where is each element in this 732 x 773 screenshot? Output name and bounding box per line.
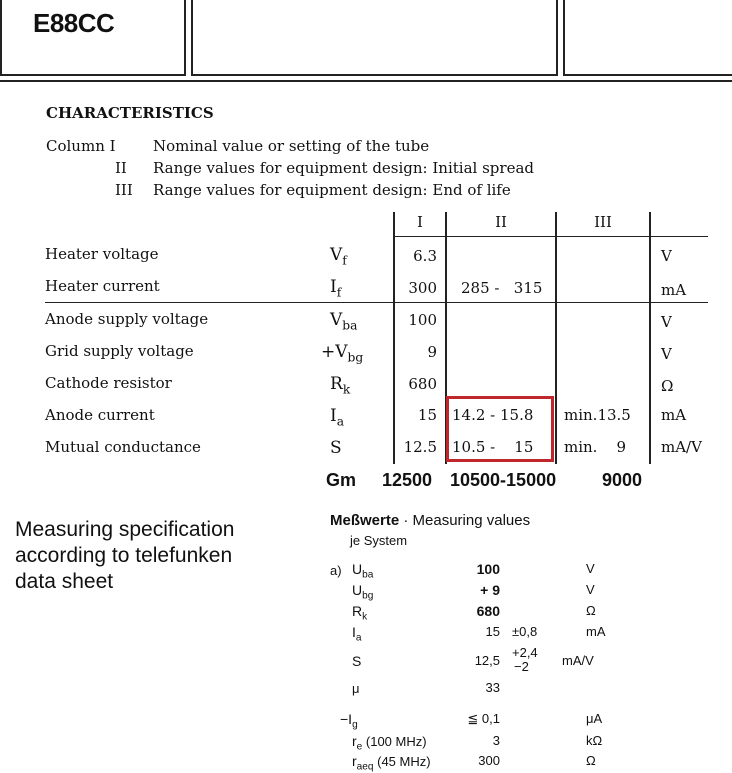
value-col-ii: 10.5 - 15 (452, 438, 534, 456)
unit: V (661, 345, 672, 363)
column-note-text: Nominal value or setting of the tube (153, 137, 430, 155)
mw-tolerance-down: −2 (514, 659, 529, 674)
mw-unit: V (586, 582, 595, 597)
value-col-i: 9 (427, 343, 437, 361)
unit: mA (661, 406, 687, 424)
mw-symbol: $r_e$ (100 MHz) (352, 733, 427, 753)
mw-value: 100 (476, 561, 500, 577)
characteristics-heading: CHARACTERISTICS (46, 104, 214, 122)
mw-value: 33 (485, 680, 500, 695)
param-symbol: $+V_{bg}$ (321, 342, 364, 365)
unit: mA/V (661, 438, 702, 456)
param-symbol: $I_a$ (330, 406, 345, 429)
mw-value: 15 (485, 624, 500, 639)
mw-unit: V (586, 561, 595, 576)
gm-label: Gm (326, 470, 357, 490)
messwerte-title (330, 512, 530, 529)
value-col-i: 15 (417, 406, 437, 424)
mw-symbol: $R_k$ (352, 603, 368, 623)
param-symbol: $I_f$ (330, 277, 342, 300)
gm-value-ii: 10500-15000 (450, 470, 557, 490)
gm-value-iii: 9000 (602, 470, 643, 490)
mw-symbol: $r_{aeq}$ (45 MHz) (352, 753, 431, 773)
column-note-text: Range values for equipment design: End of life (153, 181, 511, 199)
unit: mA (661, 281, 687, 299)
param-name: Heater current (45, 277, 160, 295)
param-symbol: $V_f$ (330, 245, 347, 268)
header-box-right (563, 0, 732, 76)
mw-symbol: μ (352, 681, 360, 696)
mw-symbol: $U_{ba}$ (352, 561, 374, 581)
value-col-i: 6.3 (413, 247, 437, 265)
mw-value: + 9 (480, 582, 500, 598)
param-symbol: $V_{ba}$ (330, 310, 358, 333)
mw-unit: μA (586, 711, 603, 726)
value-col-i: 12.5 (403, 438, 437, 456)
column-header-i: I (417, 213, 423, 231)
messwerte-section-label: a) (330, 563, 342, 578)
header-box-middle (191, 0, 558, 76)
mw-value: 680 (476, 603, 500, 619)
mw-symbol: $I_a$ (352, 624, 362, 644)
column-note-text: Range values for equipment design: Initial spread (153, 159, 534, 177)
param-name: Grid supply voltage (45, 342, 194, 360)
tube-type-title: E88CC (33, 8, 115, 38)
table-hline (393, 236, 708, 237)
mw-symbol: S (352, 653, 362, 669)
column-header-iii: III (594, 213, 612, 231)
mw-symbol: $-I_g$ (340, 711, 358, 731)
column-header-ii: II (495, 213, 507, 231)
note-line: according to telefunken (15, 544, 233, 567)
unit: Ω (661, 377, 674, 395)
mw-unit: Ω (586, 603, 596, 618)
table-hline (45, 302, 708, 303)
param-name: Mutual conductance (45, 438, 201, 456)
mw-unit: mA/V (562, 653, 594, 668)
mw-value: 12,5 (474, 653, 500, 668)
note-line: data sheet (15, 570, 114, 593)
mw-value: ≦ 0,1 (467, 711, 500, 726)
param-name: Anode supply voltage (45, 310, 209, 328)
mw-tolerance: ±0,8 (512, 624, 538, 639)
param-name: Cathode resistor (45, 374, 172, 392)
table-vline (649, 212, 651, 464)
value-col-i: 680 (408, 375, 437, 393)
mw-unit: mA (586, 624, 606, 639)
column-note-label: III (115, 181, 133, 199)
messwerte-subtitle: je System (350, 533, 408, 548)
param-name: Heater voltage (45, 245, 159, 263)
column-note-label: Column I (46, 137, 116, 155)
messwerte-title-en: Measuring values (412, 512, 531, 529)
mw-value: 300 (478, 753, 500, 768)
value-col-i: 100 (408, 311, 437, 329)
table-vline (555, 212, 557, 464)
messwerte-sep: · (403, 512, 409, 529)
header-bottom-rule (0, 80, 732, 82)
param-symbol: S (330, 438, 342, 458)
highlight-box (446, 396, 554, 462)
mw-symbol: $U_{bg}$ (352, 582, 374, 602)
unit: V (661, 313, 672, 331)
unit: V (661, 247, 672, 265)
note-line: Measuring specification (15, 518, 235, 541)
param-symbol: $R_k$ (330, 374, 351, 397)
mw-value: 3 (492, 733, 500, 748)
value-col-ii: 14.2 - 15.8 (452, 406, 534, 424)
messwerte-title-de: Meßwerte (330, 512, 400, 529)
column-note-label: II (115, 159, 127, 177)
param-name: Anode current (45, 406, 155, 424)
value-col-iii: min.13.5 (564, 406, 631, 424)
mw-unit: kΩ (586, 733, 603, 748)
value-col-ii: 285 - 315 (461, 279, 543, 297)
value-col-i: 300 (408, 279, 437, 297)
mw-tolerance-up: +2,4 (512, 645, 538, 660)
mw-unit: Ω (586, 753, 596, 768)
value-col-iii: min. 9 (564, 438, 627, 456)
gm-value-i: 12500 (382, 470, 433, 490)
